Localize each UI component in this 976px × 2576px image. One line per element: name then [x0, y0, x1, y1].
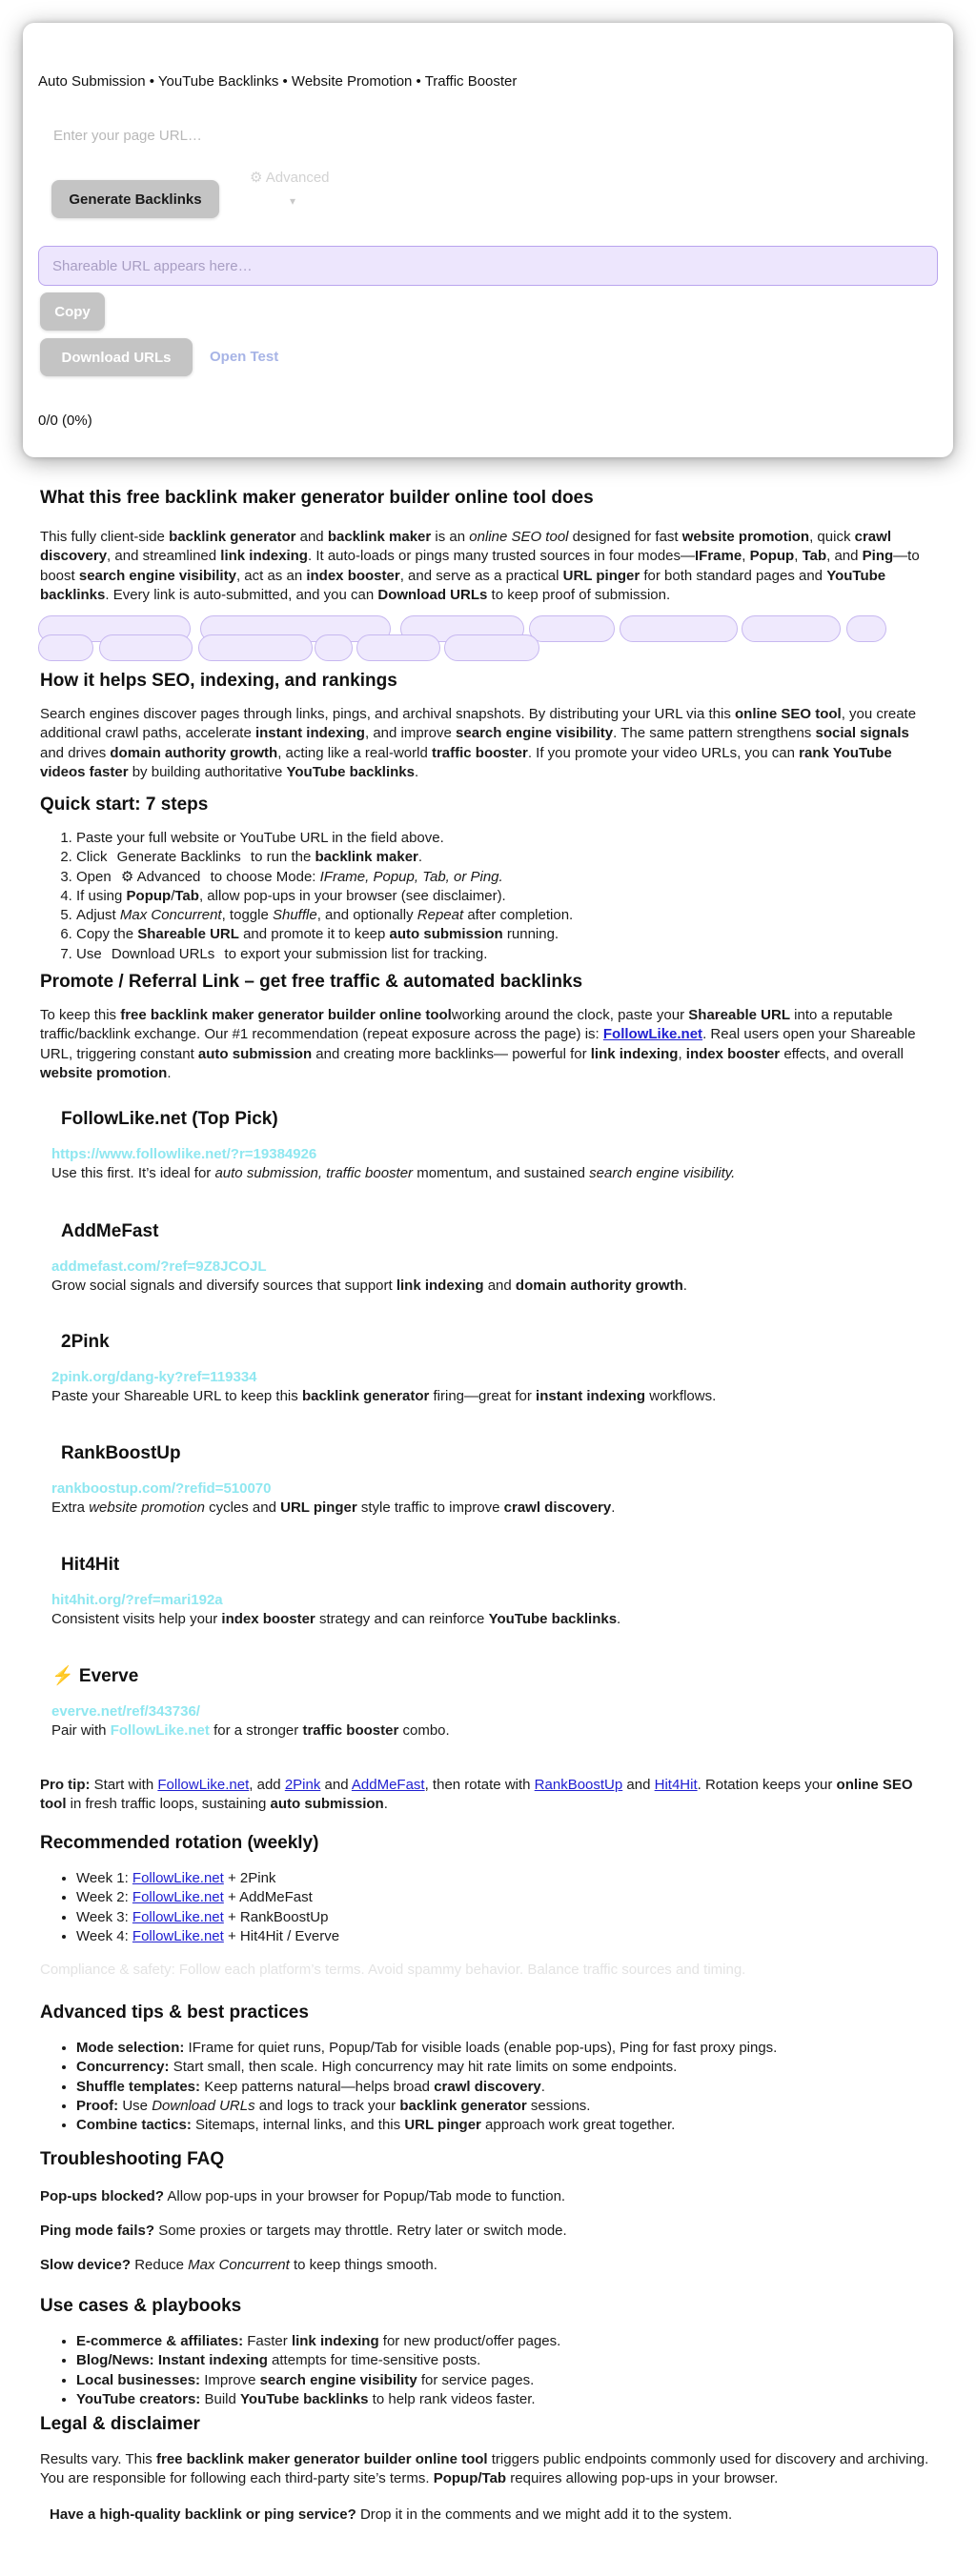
promo-heading: Promote / Referral Link – get free traffic & automated backlinks [40, 972, 583, 992]
step-item: 4. If using Popup/Tab, allow pop-ups in your browser (see disclaimer). [76, 887, 972, 906]
list-item: • Mode selection: IFrame for quiet runs, Popup/Tab for visible loads (enable pop-ups), Ping for fast proxy pings. [76, 2039, 972, 2058]
list-item: • Combine tactics: Sitemaps, internal links, and this URL pinger approach work great together. [76, 2116, 972, 2135]
seo-paragraph: Search engines discover pages through links, pings, and archival snapshots. By distributing your URL via this online SEO tool, you create additional crawl paths, accelerate instant indexing, and improve search engine visibility. The same pattern strengthens social signals and drives domain authority growth, acting like a real-world traffic booster. If you promote your video URLs, you can rank YouTube videos faster by building authoritative YouTube backlinks. [40, 706, 917, 780]
seo-heading: How it helps SEO, indexing, and rankings [40, 671, 397, 691]
site-url-link[interactable]: everve.net/ref/343736/ [51, 1703, 200, 1720]
site-title: RankBoostUp [61, 1443, 181, 1463]
source-pill [38, 634, 93, 661]
list-item: • Week 2: FollowLike.net + AddMeFast [76, 1888, 972, 1907]
list-item: • Concurrency: Start small, then scale. High concurrency may hit rate limits on some endpoints. [76, 2058, 972, 2077]
list-item: • Week 4: FollowLike.net + Hit4Hit / Everve [76, 1927, 972, 1946]
protip-paragraph: Pro tip: Start with FollowLike.net, add 2Pink and AddMeFast, then rotate with RankBoostUp and Hit4Hit. Rotation keeps your online SEO tool in fresh traffic loops, sustaining auto submission. [40, 1777, 913, 1813]
source-pill [444, 634, 539, 661]
source-pill [620, 615, 738, 642]
step-item: 6. Copy the Shareable URL and promote it to keep auto submission running. [76, 925, 972, 944]
faq-heading: Troubleshooting FAQ [40, 2149, 225, 2169]
site-card [61, 1441, 957, 1466]
followlike-link[interactable]: FollowLike.net [132, 1927, 224, 1944]
site-card [51, 1664, 947, 1689]
site-url-link[interactable]: hit4hit.org/?ref=mari192a [51, 1592, 223, 1608]
site-url-link[interactable]: rankboostup.com/?refid=510070 [51, 1480, 272, 1497]
generate-backlinks-button[interactable]: Generate Backlinks [51, 180, 219, 218]
source-pill [846, 615, 886, 642]
site-card [61, 1219, 957, 1244]
hit4hit-link[interactable]: Hit4Hit [654, 1777, 698, 1793]
copy-button[interactable]: Copy [40, 292, 105, 331]
site-description: Grow social signals and diversify sources that support link indexing and domain authority growth. [51, 1278, 687, 1295]
list-item: • Local businesses: Improve search engine visibility for service pages. [76, 2371, 972, 2390]
followlike-link[interactable]: FollowLike.net [602, 1026, 703, 1043]
tips-list [40, 2039, 972, 2135]
rankboostup-link[interactable]: RankBoostUp [534, 1777, 623, 1793]
site-description: Paste your Shareable URL to keep this backlink generator firing—great for instant indexing workflows. [51, 1388, 717, 1405]
source-pill [315, 634, 353, 661]
site-card [51, 1368, 947, 1407]
list-item: • E-commerce & affiliates: Faster link indexing for new product/offer pages. [76, 2332, 972, 2351]
quickstart-heading: Quick start: 7 steps [40, 795, 209, 815]
site-description: Consistent visits help your index booster strategy and can reinforce YouTube backlinks. [51, 1611, 621, 1628]
site-card [61, 1553, 957, 1578]
url-input[interactable] [40, 118, 448, 152]
list-item: • Week 1: FollowLike.net + 2Pink [76, 1869, 972, 1888]
rotation-list [40, 1869, 972, 1946]
site-title: Hit4Hit [61, 1555, 120, 1575]
about-heading: What this free backlink maker generator builder online tool does [40, 488, 594, 508]
source-pill [356, 634, 440, 661]
promo-paragraph: To keep this free backlink maker generator builder online toolworking around the clock, paste your Shareable URL into a reputable traffic/backlink exchange. Our #1 recommendation (repeat exposure across the page) is: FollowLike.net. Real users open your Shareable URL, triggering constant auto submission and creating more backlinks— powerful for link indexing, index booster effects, and overall website promotion. [40, 1007, 916, 1081]
site-title: 2Pink [61, 1332, 110, 1352]
site-url-link[interactable]: 2pink.org/dang-ky?ref=119334 [51, 1369, 257, 1385]
followlike-link[interactable]: FollowLike.net [157, 1777, 250, 1793]
tool-card [23, 23, 953, 457]
followlike-link[interactable]: FollowLike.net [132, 1908, 224, 1925]
site-description: Extra website promotion cycles and URL pinger style traffic to improve crawl discovery. [51, 1499, 616, 1517]
faq-item: Pop-ups blocked? Allow pop-ups in your browser for Popup/Tab mode to function. [40, 2188, 566, 2204]
tagline: Auto Submission • YouTube Backlinks • Website Promotion • Traffic Booster [38, 73, 518, 90]
site-url-link[interactable]: addmefast.com/?ref=9Z8JCOJL [51, 1258, 267, 1275]
site-description: Use this first. It’s ideal for auto submission, traffic booster momentum, and sustained search engine visibility. [51, 1165, 736, 1182]
site-card [51, 1479, 947, 1519]
site-title: AddMeFast [61, 1221, 159, 1241]
list-item: • Blog/News: Instant indexing attempts for time-sensitive posts. [76, 2351, 972, 2370]
site-url-link[interactable]: https://www.followlike.net/?r=19384926 [51, 1146, 317, 1162]
step-item: 3. Open ⚙ Advanced to choose Mode: IFrame, Popup, Tab, or Ping. [76, 868, 972, 887]
submit-service-cta: Have a high-quality backlink or ping service? Drop it in the comments and we might add it to the system. [50, 2506, 733, 2523]
site-card [51, 1258, 947, 1297]
followlike-link[interactable]: FollowLike.net [132, 1870, 224, 1886]
legal-paragraph: Results vary. This free backlink maker generator builder online tool triggers public endpoints commonly used for discovery and archiving. You are responsible for following each third-party site’s terms. Popup/Tab requires allowing pop-ups in your browser. [40, 2451, 929, 2487]
shareable-url-field[interactable] [38, 246, 938, 286]
site-card [61, 1330, 957, 1355]
rotation-heading: Recommended rotation (weekly) [40, 1833, 319, 1853]
source-pill [742, 615, 841, 642]
source-pill [198, 634, 313, 661]
step-item: 7. Use Download URLs to export your submission list for tracking. [76, 945, 972, 964]
list-item: • Shuffle templates: Keep patterns natural—helps broad crawl discovery. [76, 2078, 972, 2097]
site-card [61, 1107, 957, 1132]
list-item: • YouTube creators: Build YouTube backlinks to help rank videos faster. [76, 2390, 972, 2409]
step-item: 5. Adjust Max Concurrent, toggle Shuffle, and optionally Repeat after completion. [76, 906, 972, 925]
site-description: Pair with FollowLike.net for a stronger traffic booster combo. [51, 1722, 450, 1740]
progress-text: 0/0 (0%) [38, 413, 92, 429]
faq-item: Slow device? Reduce Max Concurrent to keep things smooth. [40, 2257, 437, 2273]
open-test-link[interactable]: Open Test [210, 349, 279, 365]
list-item: • Proof: Use Download URLs and logs to track your backlink generator sessions. [76, 2097, 972, 2116]
site-card [51, 1145, 947, 1184]
advanced-label: ⚙ Advanced [250, 170, 330, 186]
advanced-toggle[interactable] [250, 169, 383, 216]
site-title: FollowLike.net (Top Pick) [61, 1109, 278, 1129]
step-item: 2. Click Generate Backlinks to run the backlink maker. [76, 848, 972, 867]
about-paragraph: This fully client-side backlink generator and backlink maker is an online SEO tool designed for fast website promotion, quick crawl discovery, and streamlined link indexing. It auto-loads or pings many trusted sources in four modes—IFrame, Popup, Tab, and Ping—to boost search engine visibility, act as an index booster, and serve as a practical URL pinger for both standard pages and YouTube backlinks. Every link is auto-submitted, and you can Download URLs to keep proof of submission. [40, 529, 920, 603]
compliance-note: Compliance & safety: Follow each platform’s terms. Avoid spammy behavior. Balance traffic sources and timing. [40, 1962, 746, 1978]
twopink-link[interactable]: 2Pink [284, 1777, 321, 1793]
chevron-down-icon: ▾ [290, 194, 296, 208]
tips-heading: Advanced tips & best practices [40, 2002, 309, 2023]
download-urls-button[interactable]: Download URLs [40, 338, 193, 376]
source-pill [99, 634, 193, 661]
usecases-heading: Use cases & playbooks [40, 2296, 242, 2316]
faq-item: Ping mode fails? Some proxies or targets may throttle. Retry later or switch mode. [40, 2223, 567, 2239]
site-title: ⚡ Everve [51, 1666, 139, 1686]
step-item: 1. Paste your full website or YouTube URL in the field above. [76, 829, 972, 848]
quickstart-steps [40, 829, 972, 964]
list-item: • Week 3: FollowLike.net + RankBoostUp [76, 1908, 972, 1927]
addmefast-link[interactable]: AddMeFast [351, 1777, 425, 1793]
site-card [51, 1702, 947, 1741]
source-pill [529, 615, 615, 642]
legal-heading: Legal & disclaimer [40, 2414, 200, 2434]
usecases-list [40, 2332, 972, 2409]
followlike-link[interactable]: FollowLike.net [132, 1889, 224, 1906]
site-card [51, 1591, 947, 1630]
